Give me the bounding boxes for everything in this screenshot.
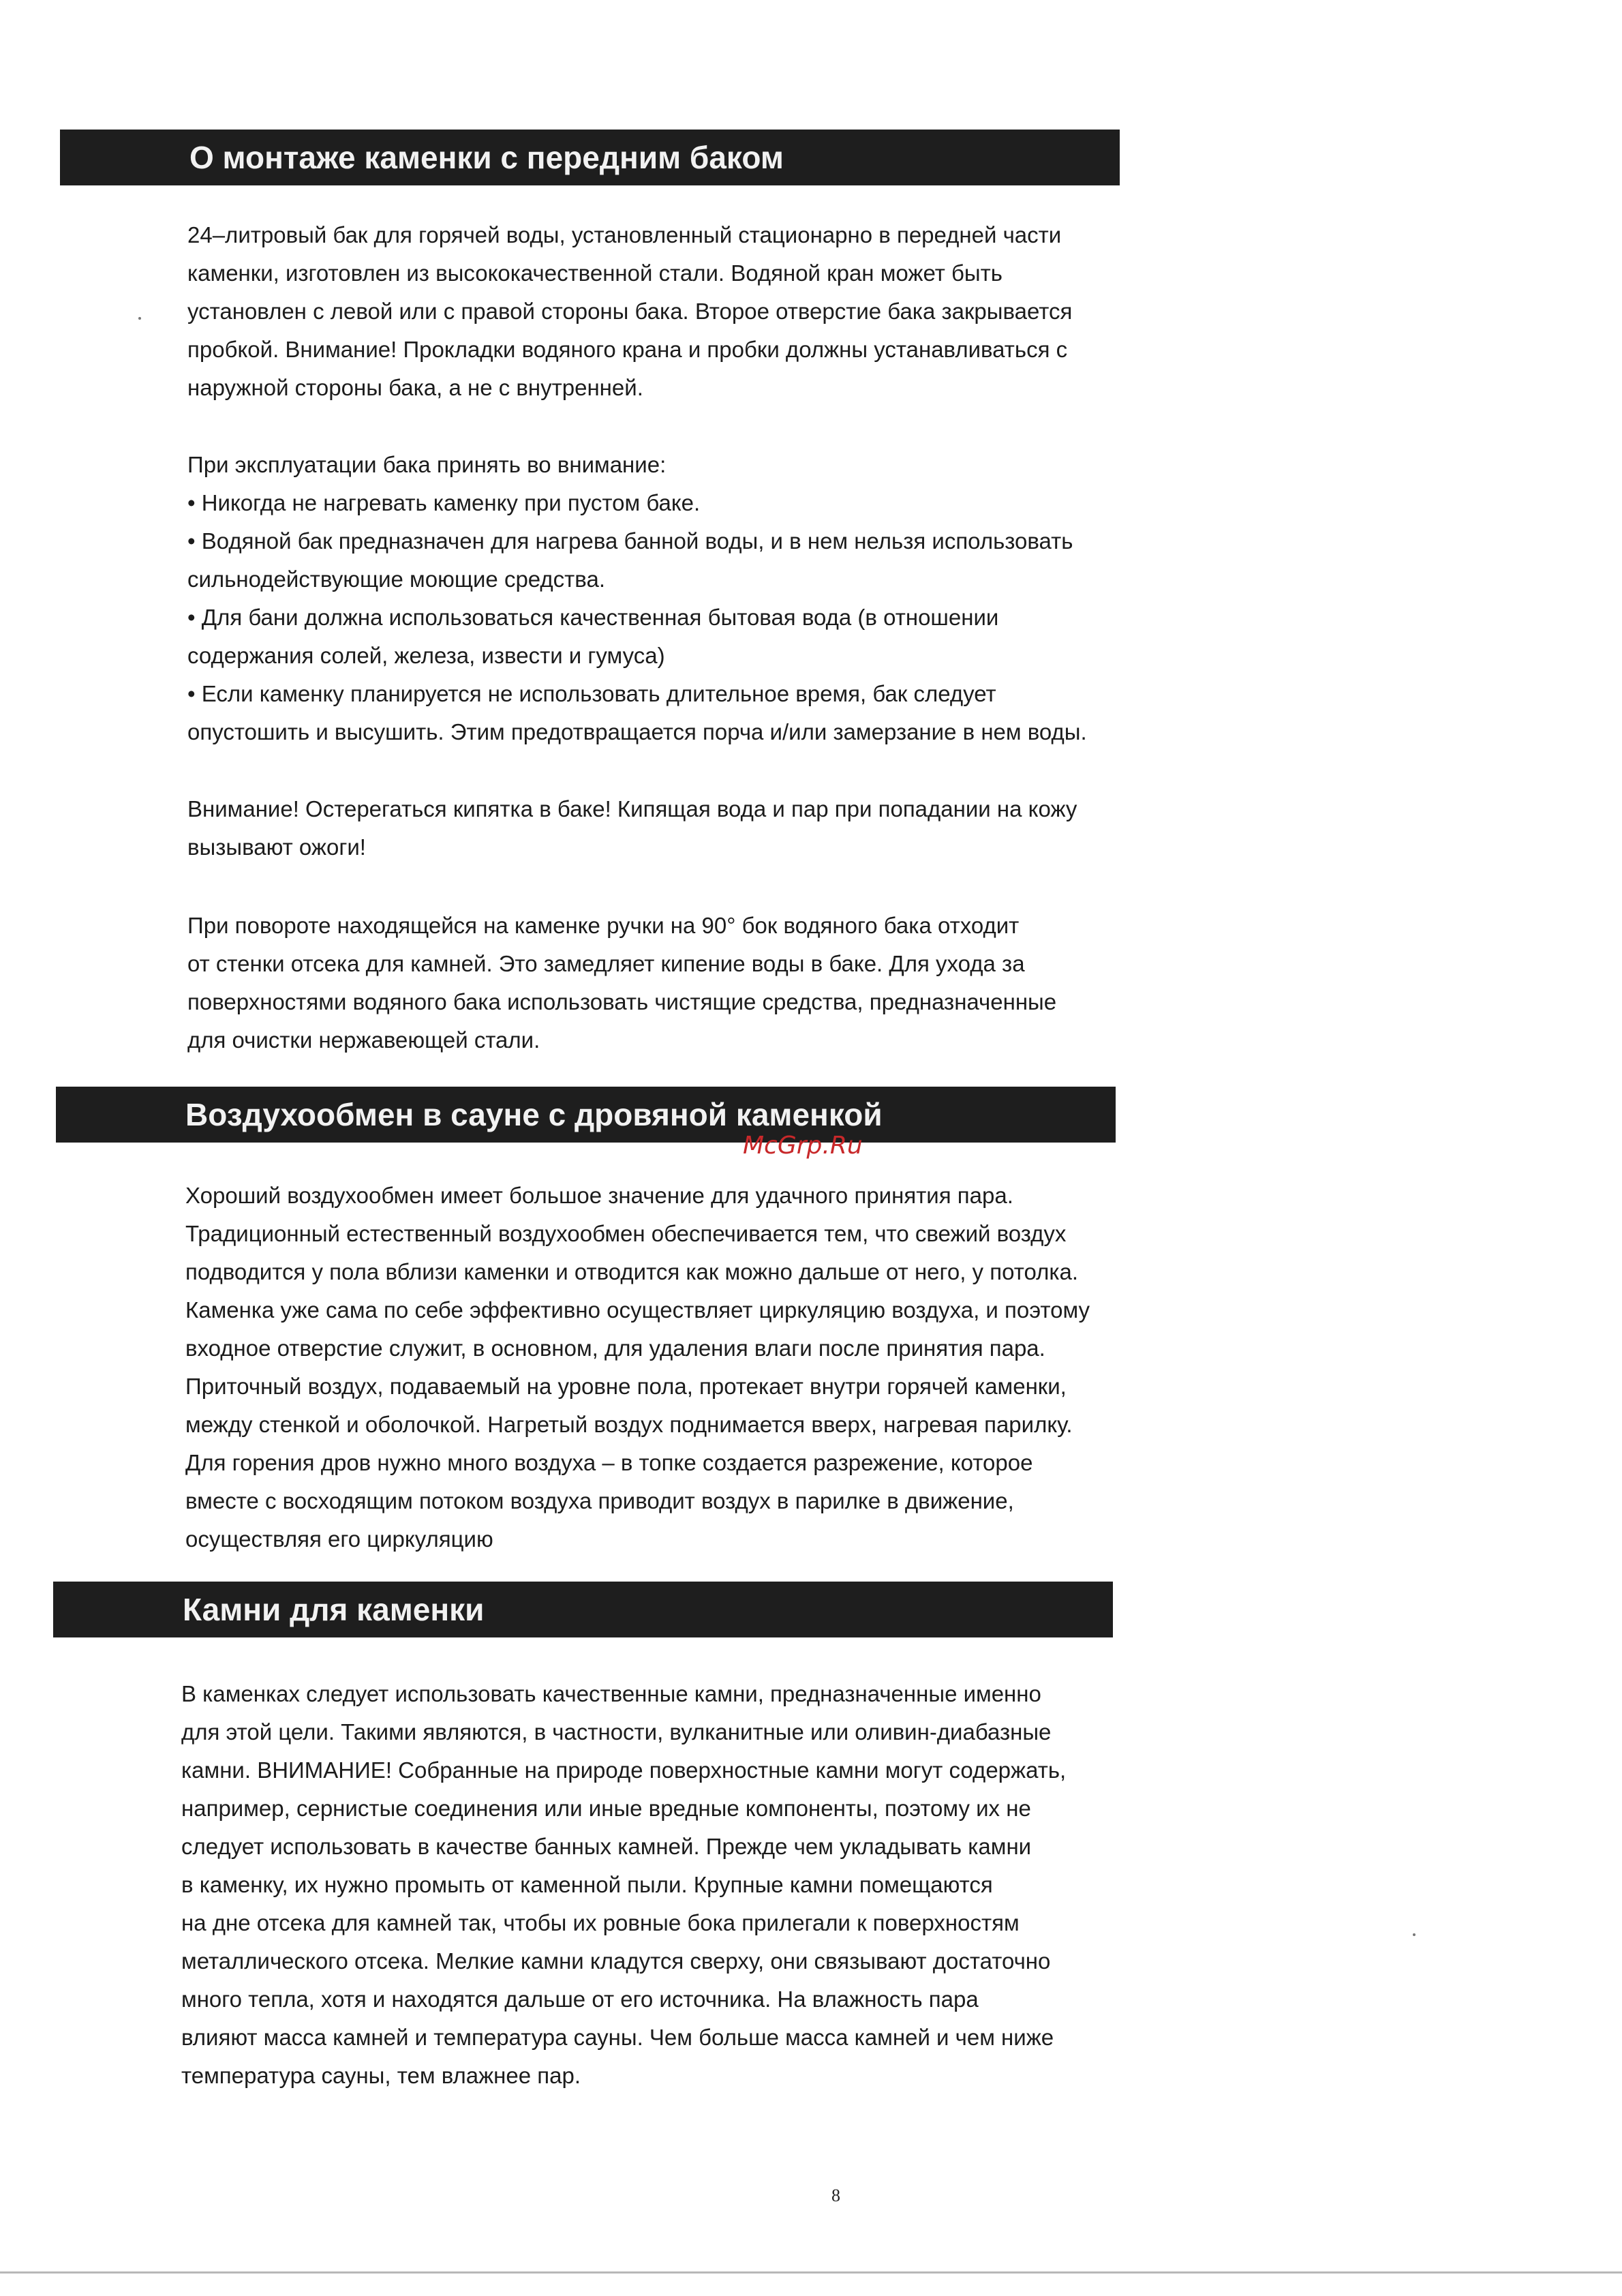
section-heading-text: Воздухообмен в сауне с дровяной каменкой: [185, 1097, 883, 1132]
paragraph-tank-usage-notes: При эксплуатации бака принять во внимание: • Никогда не нагревать каменку при пустом баке. • Водяной бак предназначен для нагрева банной воды, и в нем нельзя использовать сильнодействующие моющие средства. • Для бани должна использоваться качественная бытовая вода (в отношении содержания солей, железа, извести и гумуса) • Если каменку планируется не использовать длительное время, бак следует опустошить и высушить. Этим предотвращается порча и/или замерзание в нем воды.: [187, 452, 1087, 744]
paragraph-tank-handle-and-care: При повороте находящейся на каменке ручки на 90° бок водяного бака отходит от стенки отсека для камней. Это замедляет кипение воды в баке. Для ухода за поверхностями водяного бака использовать чистящие средства, предназначенные для очистки нержавеющей стали.: [187, 913, 1057, 1053]
section-heading-sauna-ventilation: [56, 1087, 1116, 1143]
section-heading-heater-with-front-tank: [60, 130, 1120, 185]
page-bottom-rule: [0, 2271, 1622, 2274]
page-number: 8: [831, 2186, 840, 2205]
scan-speck: [1413, 1933, 1416, 1936]
paragraph-tank-description: 24–литровый бак для горячей воды, установленный стационарно в передней части каменки, изготовлен из высококачественной стали. Водяной кран может быть установлен с левой или с правой стороны бака. Второе отверстие бака закрывается пробкой. Внимание! Прокладки водяного крана и пробки должны устанавливаться с наружной стороны бака, а не с внутренней.: [187, 222, 1073, 400]
watermark-text: McGrp.Ru: [743, 1132, 863, 1160]
paragraph-heater-stones: В каменках следует использовать качественные камни, предназначенные именно для этой цели. Такими являются, в частности, вулканитные или оливин-диабазные камни. ВНИМАНИЕ! Собранные на природе поверхностные камни могут содержать, например, сернистые соединения или иные вредные компоненты, поэтому их не следует использовать в качестве банных камней. Прежде чем укладывать камни в каменку, их нужно промыть от каменной пыли. Крупные камни помещаются на дне отсека для камней так, чтобы их ровные бока прилегали к поверхностям металлического отсека. Мелкие камни кладутся сверху, они связывают достаточно много тепла, хотя и находятся дальше от его источника. На влажность пара влияют масса камней и температура сауны. Чем больше масса камней и чем ниже температура сауны, тем влажнее пар.: [181, 1681, 1067, 2088]
paragraph-ventilation: Хороший воздухообмен имеет большое значение для удачного принятия пара. Традиционный естественный воздухообмен обеспечивается тем, что свежий воздух подводится у пола вблизи каменки и отводится как можно дальше от него, у потолка. Каменка уже сама по себе эффективно осуществляет циркуляцию воздуха, и поэтому входное отверстие служит, в основном, для удаления влаги после принятия пара. Приточный воздух, подаваемый на уровне пола, протекает внутри горячей каменки, между стенкой и оболочкой. Нагретый воздух поднимается вверх, нагревая парилку. Для горения дров нужно много воздуха – в топке создается разрежение, которое вместе с восходящим потоком воздуха приводит воздух в парилке в движение, осуществляя его циркуляцию: [185, 1183, 1090, 1552]
paragraph-boiling-water-warning: Внимание! Остерегаться кипятка в баке! Кипящая вода и пар при попадании на кожу вызывают ожоги!: [187, 796, 1077, 860]
section-heading-text: О монтаже каменки с передним баком: [189, 140, 784, 175]
section-heading-heater-stones: [53, 1582, 1113, 1637]
scan-speck: [138, 317, 141, 320]
section-heading-text: Камни для каменки: [183, 1592, 485, 1627]
